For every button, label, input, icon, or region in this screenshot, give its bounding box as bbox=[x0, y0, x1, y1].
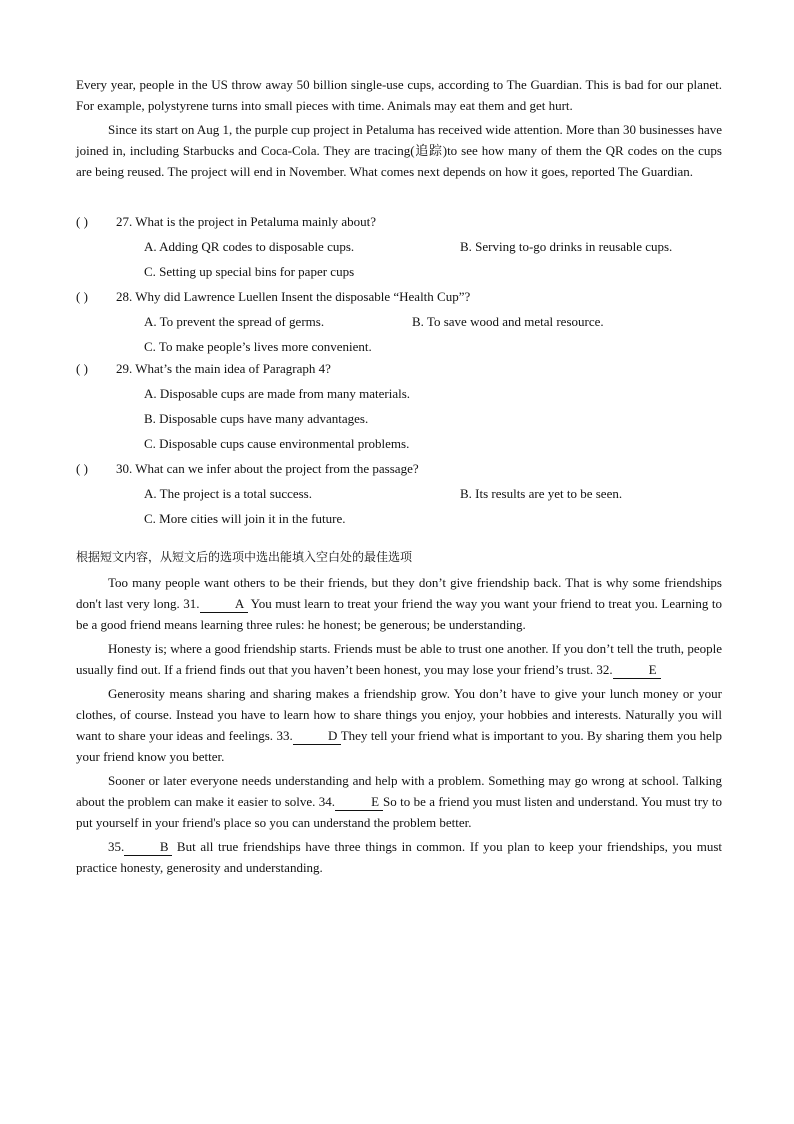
answer-paren[interactable]: ( ) bbox=[76, 461, 88, 476]
blank-32[interactable]: E bbox=[613, 662, 661, 679]
option-a: A. To prevent the spread of germs. bbox=[144, 314, 325, 329]
blank-34[interactable]: E bbox=[335, 794, 383, 811]
answer-paren[interactable]: ( ) bbox=[76, 214, 88, 229]
option-b: B. Serving to-go drinks in reusable cups. bbox=[460, 239, 673, 254]
blank-33[interactable]: D bbox=[293, 728, 341, 745]
option-c: C. To make people’s lives more convenient. bbox=[144, 339, 372, 354]
option-b: B. To save wood and metal resource. bbox=[412, 314, 604, 329]
blank-31[interactable]: A bbox=[200, 596, 248, 613]
option-c: C. Disposable cups cause environmental problems. bbox=[144, 436, 410, 451]
option-b: B. Disposable cups have many advantages. bbox=[144, 411, 369, 426]
answer-paren[interactable]: ( ) bbox=[76, 289, 88, 304]
passage-paragraph-1: Every year, people in the US throw away 50 billion single-use cups, according to The Guardian. This is bad for our planet. For example, polystyrene turns into small pieces with time. Animals may eat them and get hurt. bbox=[76, 77, 722, 113]
cloze-paragraph-3: Generosity means sharing and sharing makes a friendship grow. You don’t have to give your lunch money or your clothes, of course. Instead you have to learn how to share things you enjoy, your hobbies and interests. Naturally you will want to share your ideas and feelings. 33. D They tell your friend what is important to you. By sharing them you help your friend know you better. bbox=[76, 686, 722, 764]
cloze-paragraph-5: 35. B But all true friendships have three things in common. If you plan to keep your friendships, you must practice honesty, generosity and understanding. bbox=[76, 839, 722, 875]
option-a: A. Disposable cups are made from many materials. bbox=[144, 386, 411, 401]
question-28 bbox=[76, 286, 722, 357]
passage-paragraph-2: Since its start on Aug 1, the purple cup project in Petaluma has received wide attention. More than 30 businesses have joined in, including Starbucks and Coca-Cola. They are tracing(追踪)to see how many of them the QR codes on the cups are being reused. The project will end in November. What comes next depends on how it goes, reported The Guardian. bbox=[76, 122, 722, 179]
option-b: B. Its results are yet to be seen. bbox=[460, 486, 623, 501]
question-27 bbox=[76, 211, 722, 282]
option-a: A. The project is a total success. bbox=[144, 486, 312, 501]
option-c: C. More cities will join it in the future. bbox=[144, 511, 346, 526]
option-c: C. Setting up special bins for paper cups bbox=[144, 264, 355, 279]
question-stem: 27. What is the project in Petaluma mainly about? bbox=[116, 214, 377, 229]
blank-35[interactable]: B bbox=[124, 839, 172, 856]
question-30 bbox=[76, 458, 722, 529]
option-a: A. Adding QR codes to disposable cups. bbox=[144, 239, 355, 254]
cloze-paragraph-2: Honesty is; where a good friendship starts. Friends must be able to trust one another. If you don’t tell the truth, people usually find out. If a friend finds out that you haven’t been honest, you may lose your friend’s trust. 32. E bbox=[76, 641, 722, 677]
document-page bbox=[76, 74, 722, 881]
question-stem: 30. What can we infer about the project from the passage? bbox=[116, 461, 419, 476]
cloze-paragraph-4: Sooner or later everyone needs understanding and help with a problem. Something may go wrong at school. Talking about the problem can make it easier to solve. 34. E So to be a friend you must listen and understand. You must try to put yourself in your friend's place so you can understand the problem better. bbox=[76, 773, 722, 830]
cloze-paragraph-1: Too many people want others to be their friends, but they don’t give friendship back. That is why some friendships don't last very long. 31. A You must learn to treat your friend the way you want your friend to treat you. Learning to be a good friend means learning three rules: he honest; be generous; be understanding. bbox=[76, 575, 723, 632]
question-29 bbox=[76, 358, 722, 454]
question-stem: 29. What’s the main idea of Paragraph 4? bbox=[116, 361, 331, 376]
question-stem: 28. Why did Lawrence Luellen Insent the disposable “Health Cup”? bbox=[116, 289, 471, 304]
section-instruction: 根据短文内容，从短文后的选项中选出能填入空白处的最佳选项 bbox=[76, 550, 413, 564]
answer-paren[interactable]: ( ) bbox=[76, 361, 88, 376]
